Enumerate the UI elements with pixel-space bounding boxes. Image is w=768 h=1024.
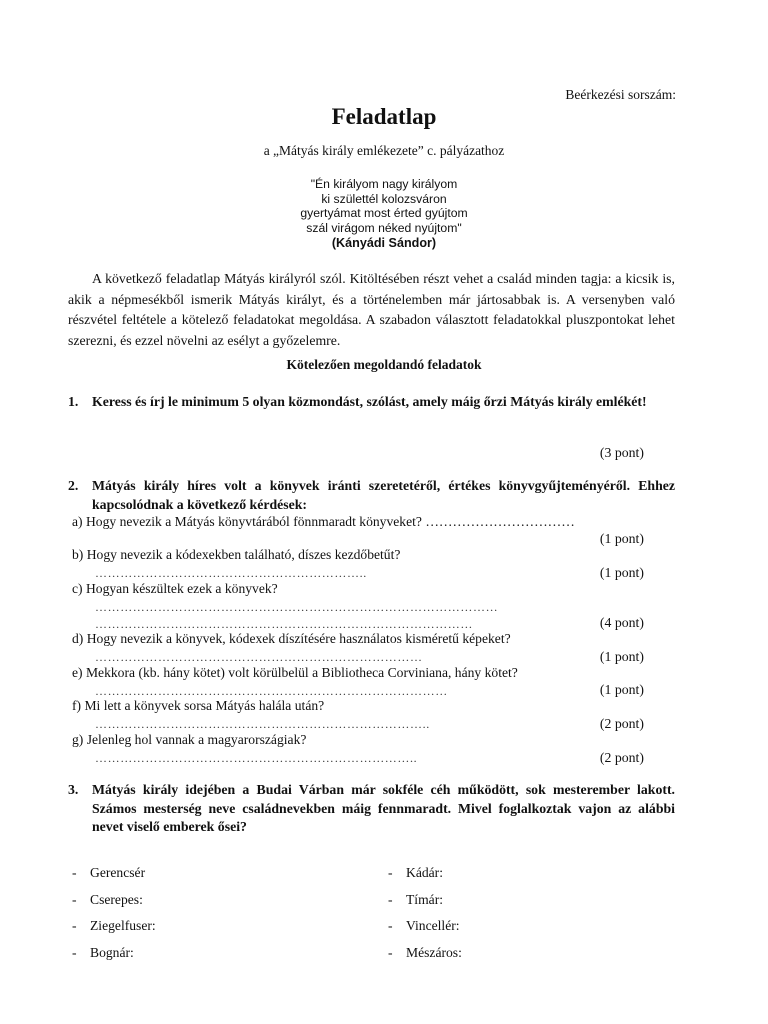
- question-text: Keress és írj le minimum 5 olyan közmondást, szólást, amely máig őrzi Mátyás király emlékét!: [92, 394, 647, 409]
- poem-line: szál virágom néked nyújtom": [306, 220, 462, 235]
- question-text: Mátyás király híres volt a könyvek iránti szeretetéről, értékes könyvgyűjteményéről. Ehhez kapcsolódnak a következő kérdések:: [92, 478, 675, 512]
- list-dash: -: [72, 918, 77, 933]
- name-item: [388, 892, 443, 908]
- subquestion-d: [72, 631, 511, 647]
- name-item: [72, 865, 145, 881]
- name-item: [72, 918, 156, 934]
- subquestion-label: g): [72, 732, 84, 747]
- list-dash: -: [388, 892, 393, 907]
- poem-line: "Én királyom nagy királyom: [310, 177, 458, 191]
- name-label: Vincellér:: [406, 918, 460, 933]
- answer-line[interactable]: ……………………………………………………………………………………: [95, 600, 499, 614]
- subquestion-label: a): [72, 514, 83, 529]
- question-1: [68, 393, 675, 412]
- subquestion-b-points: (1 pont): [599, 565, 644, 580]
- subquestion-text: Hogy nevezik a Mátyás könyvtárából fönnmaradt könyveket? ……………………………: [85, 514, 575, 529]
- name-item: [388, 865, 443, 881]
- question-text: Mátyás király idejében a Budai Várban már sokféle céh működött, sok mesterember lakott. Számos mesterség neve családnevekben máig fennmaradt. Mivel foglalkoztak vajon az alábbi nevet viselő emberek ősei?: [92, 782, 675, 834]
- question-number: 2.: [68, 478, 79, 493]
- subquestion-label: c): [72, 581, 83, 596]
- answer-line[interactable]: …………………………………………………………………..: [95, 751, 418, 765]
- subquestion-f: [72, 698, 324, 714]
- answer-line[interactable]: ……………………………………………………………………..: [95, 717, 430, 731]
- subquestion-text: Jelenleg hol vannak a magyarországiak?: [86, 732, 307, 747]
- name-item: [388, 918, 460, 934]
- question-2: [68, 477, 675, 514]
- section-title: Kötelezően megoldandó feladatok: [286, 357, 482, 372]
- page-subtitle: a „Mátyás király emlékezete” c. pályázathoz: [263, 143, 505, 158]
- subquestion-g: [72, 732, 306, 748]
- list-dash: -: [72, 892, 77, 907]
- list-dash: -: [72, 945, 77, 960]
- subquestion-a-points: (1 pont): [599, 531, 644, 546]
- list-dash: -: [388, 918, 393, 933]
- name-label: Mészáros:: [406, 945, 462, 960]
- subquestion-c: [72, 581, 278, 597]
- subquestion-c-points: (4 pont): [599, 615, 644, 630]
- subquestion-label: f): [72, 698, 82, 713]
- question-number: 1.: [68, 394, 79, 409]
- registration-number-label: Beérkezési sorszám:: [565, 87, 676, 102]
- question-1-points: (3 pont): [599, 445, 644, 460]
- poem-author: (Kányádi Sándor): [331, 236, 437, 251]
- list-dash: -: [388, 865, 393, 880]
- name-label: Gerencsér: [90, 865, 146, 880]
- intro-text: A következő feladatlap Mátyás királyról szól. Kitöltésében részt vehet a család minden tagja: a kicsik is, akik a népmesékből ismerik Mátyás királyt, és a történelemben már jártosabbak is. A versenyben való részvétel feltétele a kötelező feladatokat megoldása. A szabadon választott feladatokkal pluszpontokat lehet szerezni, és ezzel növelni az esélyt a győzelemre.: [68, 271, 675, 348]
- name-label: Tímár:: [406, 892, 443, 907]
- subquestion-a: [72, 514, 575, 530]
- subquestion-label: e): [72, 665, 83, 680]
- subquestion-d-points: (1 pont): [599, 649, 644, 664]
- name-label: Kádár:: [406, 865, 443, 880]
- list-dash: -: [388, 945, 393, 960]
- answer-line[interactable]: ………………………………………………………………………………: [95, 617, 473, 631]
- poem-line: gyertyámat most érted gyújtom: [300, 206, 468, 221]
- subquestion-text: Hogyan készültek ezek a könyvek?: [85, 581, 278, 596]
- subquestion-label: b): [72, 547, 84, 562]
- answer-line[interactable]: ………………………………………………………..: [95, 566, 367, 580]
- subquestion-e: [72, 665, 518, 681]
- poem-quote: [0, 177, 768, 251]
- name-label: Cserepes:: [90, 892, 143, 907]
- name-item: [72, 892, 143, 908]
- name-label: Ziegelfuser:: [90, 918, 156, 933]
- subquestion-text: Mekkora (kb. hány kötet) volt körülbelül a Bibliotheca Corviniana, hány kötet?: [85, 665, 518, 680]
- list-dash: -: [72, 865, 77, 880]
- name-item: [388, 945, 462, 961]
- subquestion-g-points: (2 pont): [599, 750, 644, 765]
- question-number: 3.: [68, 782, 79, 797]
- name-item: [72, 945, 134, 961]
- name-label: Bognár:: [90, 945, 134, 960]
- subquestion-b: [72, 547, 400, 563]
- page-title: Feladatlap: [331, 104, 437, 129]
- subquestion-text: Mi lett a könyvek sorsa Mátyás halála után?: [84, 698, 325, 713]
- intro-paragraph: [68, 269, 675, 351]
- subquestion-text: Hogy nevezik a kódexekben található, díszes kezdőbetűt?: [86, 547, 401, 562]
- question-3: [68, 781, 675, 837]
- subquestion-label: d): [72, 631, 84, 646]
- answer-line[interactable]: …………………………………………………………………………: [95, 684, 448, 698]
- subquestion-e-points: (1 pont): [599, 682, 644, 697]
- poem-line: ki születtél kolozsváron: [321, 191, 447, 206]
- answer-line[interactable]: ……………………………………………………………………: [95, 650, 423, 664]
- subquestion-f-points: (2 pont): [599, 716, 644, 731]
- subquestion-text: Hogy nevezik a könyvek, kódexek díszítésére használatos kisméretű képeket?: [86, 631, 511, 646]
